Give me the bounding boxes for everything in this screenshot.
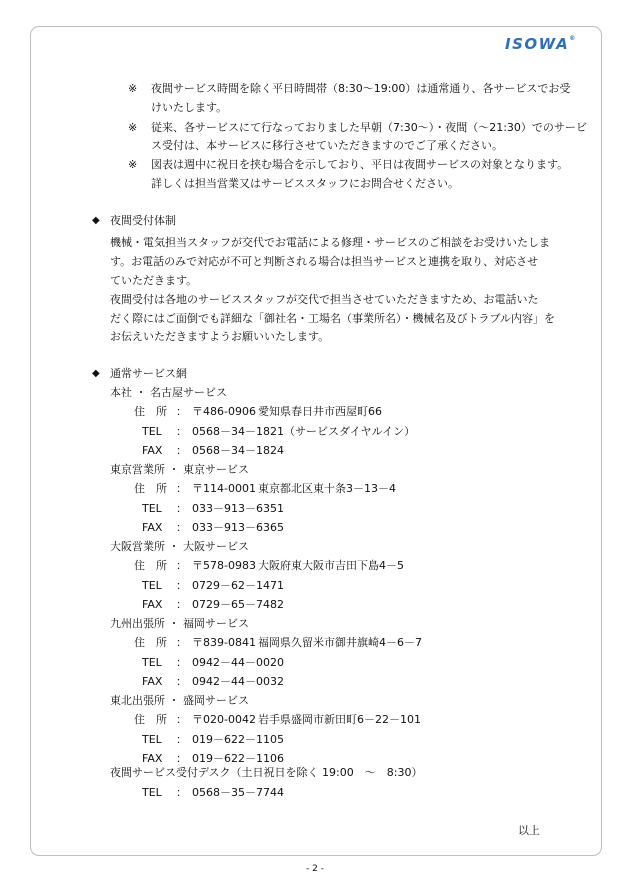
- colon: ：: [176, 405, 187, 418]
- section-bullet: ◆: [92, 368, 100, 379]
- colon: ：: [176, 713, 187, 726]
- note-text: 詳しくは担当営業又はサービススタッフにお問合せください。: [151, 177, 459, 190]
- office-address: 愛知県春日井市西屋町66: [258, 405, 382, 418]
- office-tel: 0568－34－1821（サービスダイヤルイン）: [192, 425, 416, 438]
- colon: ：: [176, 482, 187, 495]
- section-bullet: ◆: [92, 215, 100, 226]
- tel-label: TEL: [142, 425, 162, 438]
- night-desk-name: 夜間サービス受付デスク（土日祝日を除く 19:00 ～ 8:30）: [110, 766, 423, 779]
- postal-code: 〒486-0906: [192, 405, 256, 418]
- office-fax: 0568－34－1824: [192, 444, 284, 457]
- paragraph-line: 夜間受付は各地のサービススタッフが交代で担当させていただきますため、お電話いた: [110, 293, 539, 306]
- colon: ：: [176, 579, 187, 592]
- office-name: 東北出張所 ・ 盛岡サービス: [110, 694, 249, 707]
- tel-label: TEL: [142, 579, 162, 592]
- colon: ：: [176, 636, 187, 649]
- office-name: 東京営業所 ・ 東京サービス: [110, 463, 249, 476]
- paragraph-line: 機械・電気担当スタッフが交代でお電話による修理・サービスのご相談をお受けいたしま: [110, 236, 550, 249]
- colon: ：: [176, 598, 187, 611]
- fax-label: FAX: [142, 444, 163, 457]
- office-address: 岩手県盛岡市新田町6－22－101: [258, 713, 421, 726]
- address-label: 住 所: [134, 713, 167, 726]
- colon: ：: [176, 559, 187, 572]
- fax-label: FAX: [142, 598, 163, 611]
- page-number: - 2 -: [306, 864, 324, 874]
- office-name: 九州出張所 ・ 福岡サービス: [110, 617, 249, 630]
- office-address: 東京都北区東十条3－13－4: [258, 482, 396, 495]
- office-address: 福岡県久留米市御井旗崎4－6－7: [258, 636, 422, 649]
- address-label: 住 所: [134, 636, 167, 649]
- postal-code: 〒578-0983: [192, 559, 256, 572]
- closing-text: 以上: [518, 824, 540, 837]
- office-fax: 033－913－6365: [192, 521, 284, 534]
- postal-code: 〒114-0001: [192, 482, 256, 495]
- paragraph-line: ていただきます。: [110, 274, 198, 287]
- address-label: 住 所: [134, 559, 167, 572]
- fax-label: FAX: [142, 521, 163, 534]
- colon: ：: [176, 656, 187, 669]
- colon: ：: [176, 752, 187, 765]
- night-desk-tel: 0568－35－7744: [192, 786, 284, 799]
- office-tel: 0942－44－0020: [192, 656, 284, 669]
- address-label: 住 所: [134, 405, 167, 418]
- colon: ：: [176, 675, 187, 688]
- office-tel: 019－622－1105: [192, 733, 284, 746]
- address-label: 住 所: [134, 482, 167, 495]
- note-text: 夜間サービス時間を除く平日時間帯（8:30～19:00）は通常通り、各サービスでお受: [151, 82, 571, 95]
- tel-label: TEL: [142, 733, 162, 746]
- office-fax: 0942－44－0032: [192, 675, 284, 688]
- office-fax: 019－622－1106: [192, 752, 284, 765]
- isowa-logo: ISOWA®: [505, 35, 577, 53]
- paragraph-line: す。お電話のみで対応が不可と判断される場合は担当サービスと連携を取り、対応させ: [110, 255, 539, 268]
- colon: ：: [176, 425, 187, 438]
- postal-code: 〒839-0841: [192, 636, 256, 649]
- colon: ：: [176, 444, 187, 457]
- postal-code: 〒020-0042: [192, 713, 256, 726]
- fax-label: FAX: [142, 752, 163, 765]
- office-name: 大阪営業所 ・ 大阪サービス: [110, 540, 249, 553]
- paragraph-line: お伝えいただきますようお願いいたします。: [110, 330, 330, 343]
- note-text: ス受付は、本サービスに移行させていただきますのでご了承ください。: [151, 139, 503, 152]
- office-name: 本社 ・ 名古屋サービス: [110, 386, 227, 399]
- paragraph-line: だく際にはご面倒でも詳細な「御社名・工場名（事業所名）・機械名及びトラブル内容」を: [110, 312, 556, 325]
- colon: ：: [176, 733, 187, 746]
- note-mark: ※: [128, 158, 138, 171]
- fax-label: FAX: [142, 675, 163, 688]
- office-fax: 0729－65－7482: [192, 598, 284, 611]
- office-tel: 0729－62－1471: [192, 579, 284, 592]
- note-mark: ※: [128, 121, 138, 134]
- tel-label: TEL: [142, 656, 162, 669]
- note-text: 図表は週中に祝日を挟む場合を示しており、平日は夜間サービスの対象となります。: [151, 158, 569, 171]
- section-heading-network: 通常サービス網: [110, 367, 187, 380]
- colon: ：: [176, 786, 187, 799]
- note-mark: ※: [128, 82, 138, 95]
- colon: ：: [176, 502, 187, 515]
- office-address: 大阪府東大阪市吉田下島4－5: [258, 559, 404, 572]
- note-text: 従来、各サービスにて行なっておりました早朝（7:30～）・夜間（～21:30）でのサービ: [151, 121, 587, 134]
- office-tel: 033－913－6351: [192, 502, 284, 515]
- section-heading-night: 夜間受付体制: [110, 214, 176, 227]
- tel-label: TEL: [142, 786, 162, 799]
- note-text: けいたします。: [151, 101, 228, 114]
- tel-label: TEL: [142, 502, 162, 515]
- colon: ：: [176, 521, 187, 534]
